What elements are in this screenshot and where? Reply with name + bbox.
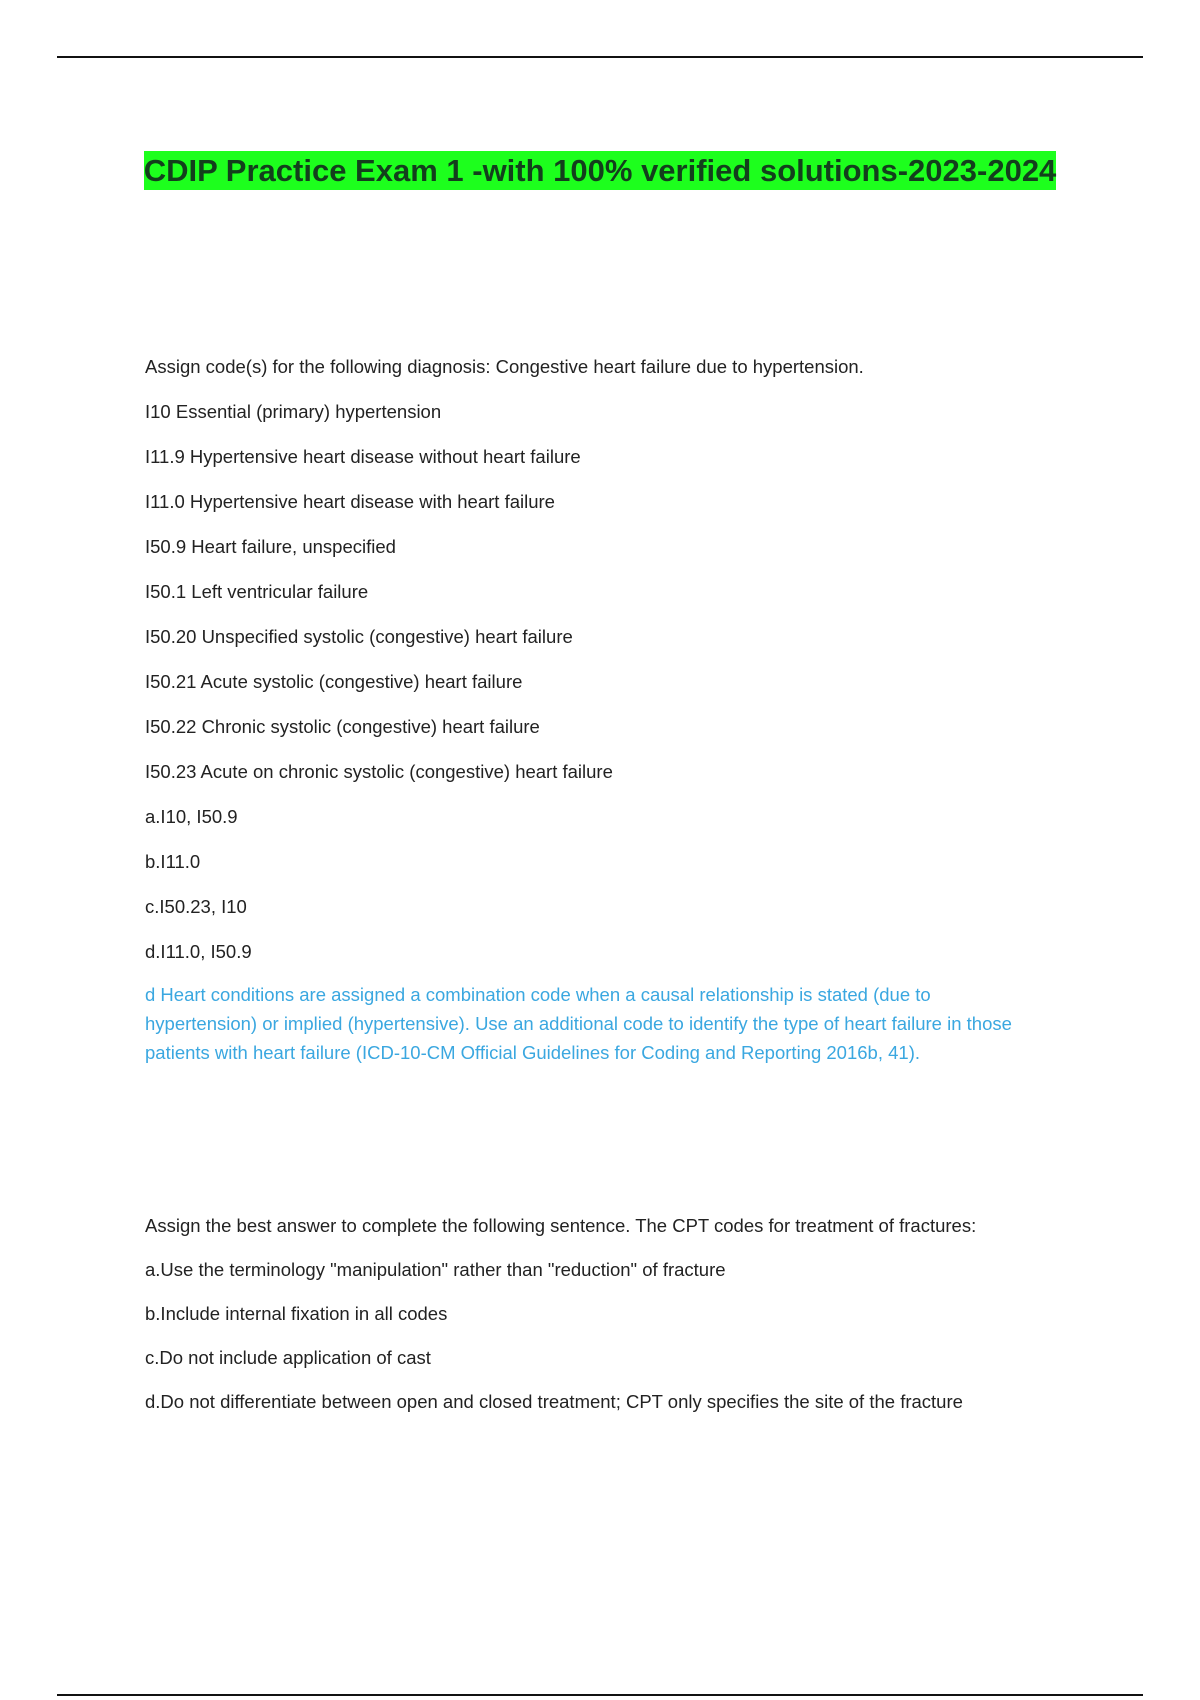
answer-explanation: d Heart conditions are assigned a combination code when a causal relationship is stated (due to hypertension) or implied (hypertensive). Use an additional code to identify the type of heart failure in those patients with heart failure (ICD-10-CM Official Guidelines for Coding and Reporting 2016b, 41). <box>145 984 1012 1063</box>
answer-option-b: b.Include internal fixation in all codes <box>145 1303 448 1324</box>
answer-option-a: a.Use the terminology "manipulation" rather than "reduction" of fracture <box>145 1259 726 1280</box>
code-item: I50.9 Heart failure, unspecified <box>145 536 396 557</box>
code-item: I50.23 Acute on chronic systolic (congestive) heart failure <box>145 761 613 782</box>
answer-option-d: d.I11.0, I50.9 <box>145 941 252 962</box>
code-item: I50.20 Unspecified systolic (congestive) heart failure <box>145 626 573 647</box>
code-item: I50.21 Acute systolic (congestive) heart failure <box>145 671 523 692</box>
answer-option-c: c.Do not include application of cast <box>145 1347 431 1368</box>
document-title: CDIP Practice Exam 1 -with 100% verified solutions-2023-2024 <box>143 153 1057 188</box>
code-item: I50.22 Chronic systolic (congestive) heart failure <box>145 716 540 737</box>
question-1 <box>145 352 1045 1083</box>
question-prompt: Assign code(s) for the following diagnosis: Congestive heart failure due to hypertension. <box>145 356 864 377</box>
answer-option-a: a.I10, I50.9 <box>145 806 238 827</box>
question-2 <box>145 1211 1045 1431</box>
title-block <box>140 148 1060 194</box>
code-item: I10 Essential (primary) hypertension <box>145 401 442 422</box>
code-item: I11.0 Hypertensive heart disease with heart failure <box>145 491 555 512</box>
header-rule <box>57 56 1143 58</box>
code-item: I50.1 Left ventricular failure <box>145 581 369 602</box>
answer-option-d: d.Do not differentiate between open and closed treatment; CPT only specifies the site of the fracture <box>145 1391 963 1412</box>
code-item: I11.9 Hypertensive heart disease without heart failure <box>145 446 581 467</box>
question-prompt: Assign the best answer to complete the following sentence. The CPT codes for treatment of fractures: <box>145 1215 977 1236</box>
answer-option-b: b.I11.0 <box>145 851 201 872</box>
answer-option-c: c.I50.23, I10 <box>145 896 247 917</box>
footer-rule <box>57 1694 1143 1696</box>
